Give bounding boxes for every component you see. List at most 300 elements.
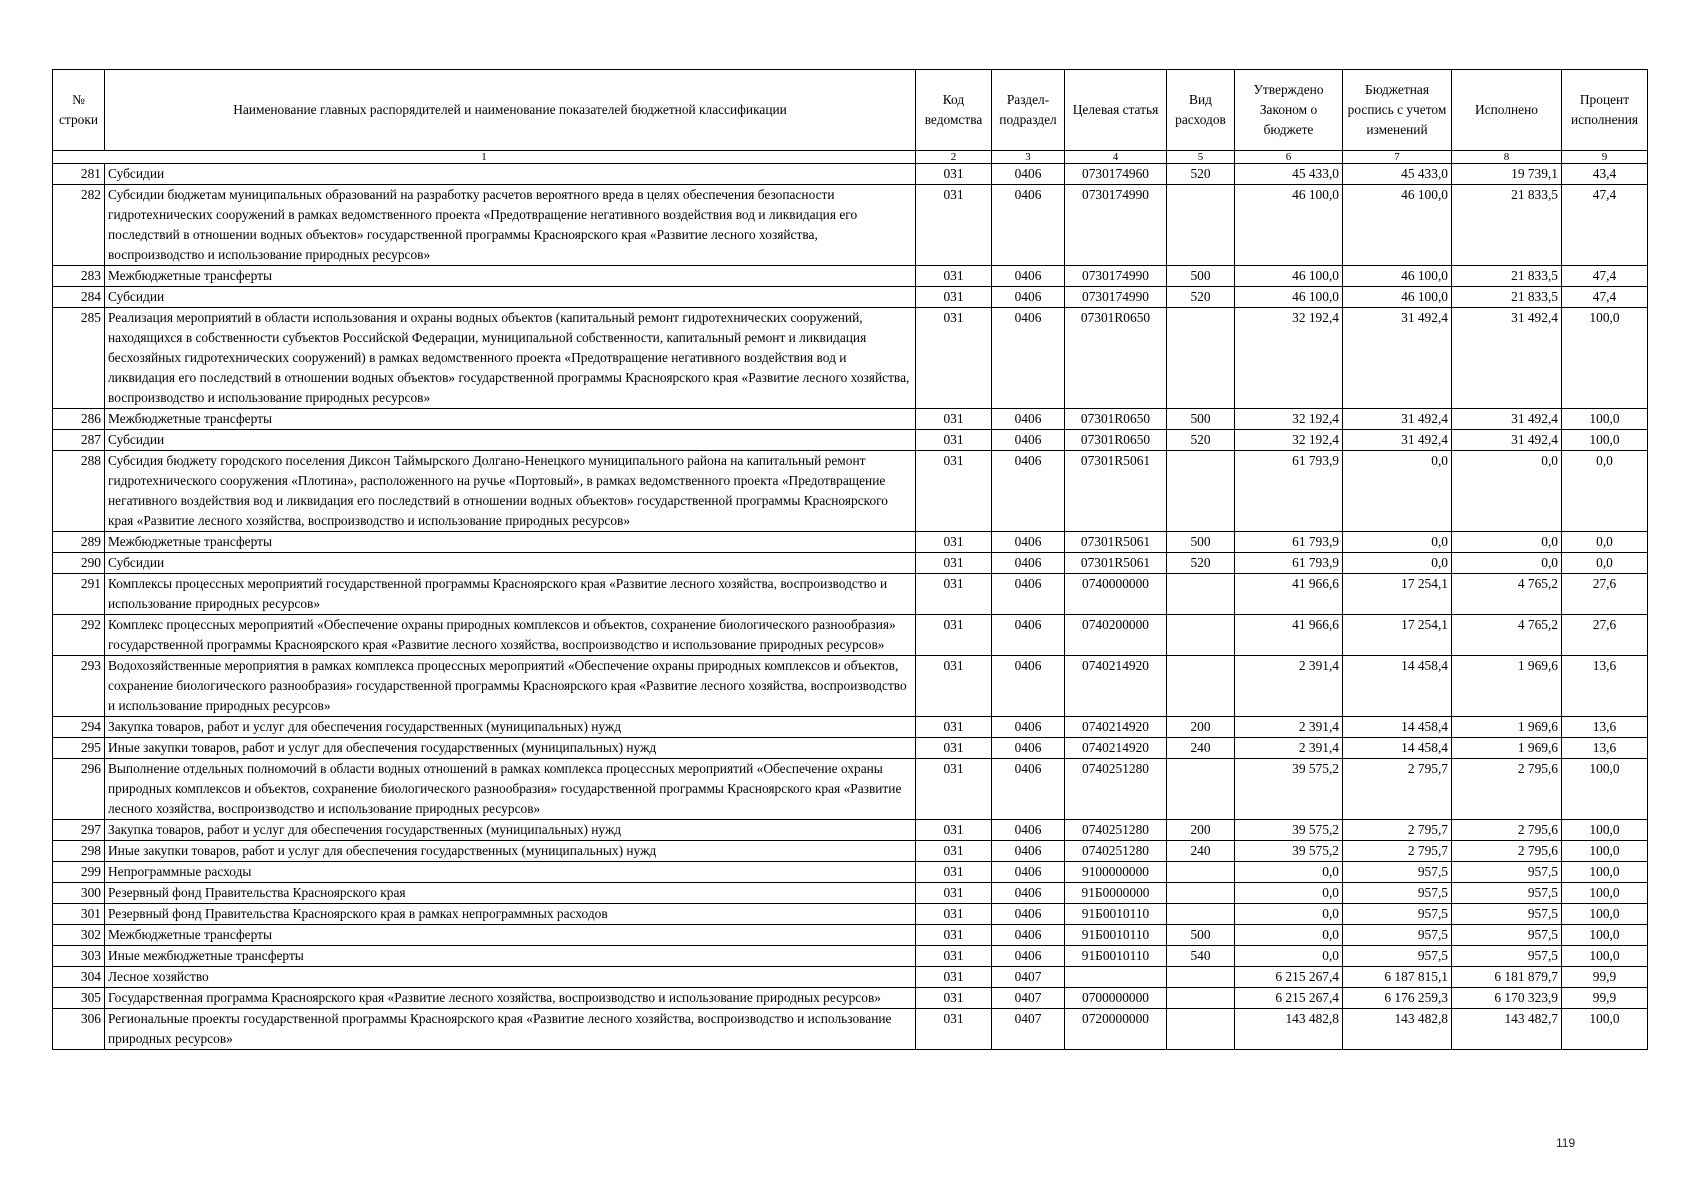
header-utverzhdeno: Утверждено Законом о бюджете (1235, 70, 1343, 151)
column-number-row (53, 151, 1648, 164)
row-vid: 540 (1167, 946, 1235, 967)
row-vid (1167, 862, 1235, 883)
row-celevaya: 9100000000 (1065, 862, 1167, 883)
column-number: 8 (1452, 151, 1562, 164)
row-name: Межбюджетные трансферты (105, 409, 916, 430)
row-kod: 031 (916, 862, 992, 883)
row-ispolneno: 4 765,2 (1452, 615, 1562, 656)
table-row (53, 759, 1648, 820)
row-razdel: 0406 (992, 759, 1065, 820)
column-number: 9 (1562, 151, 1648, 164)
row-name: Иные закупки товаров, работ и услуг для обеспечения государственных (муниципальных) нужд (105, 738, 916, 759)
row-number: 281 (53, 164, 105, 185)
row-vid (1167, 883, 1235, 904)
row-razdel: 0406 (992, 656, 1065, 717)
table-row (53, 967, 1648, 988)
row-rospis: 17 254,1 (1343, 574, 1452, 615)
header-vid: Вид расходов (1167, 70, 1235, 151)
row-ispolneno: 2 795,6 (1452, 759, 1562, 820)
row-name: Межбюджетные трансферты (105, 925, 916, 946)
column-number: 6 (1235, 151, 1343, 164)
row-ispolneno: 0,0 (1452, 451, 1562, 532)
row-number: 283 (53, 266, 105, 287)
row-celevaya: 0740214920 (1065, 738, 1167, 759)
row-kod: 031 (916, 925, 992, 946)
row-utverzhdeno: 6 215 267,4 (1235, 967, 1343, 988)
row-vid: 520 (1167, 164, 1235, 185)
row-ispolneno: 0,0 (1452, 553, 1562, 574)
row-celevaya: 0730174960 (1065, 164, 1167, 185)
table-row (53, 615, 1648, 656)
row-procent: 100,0 (1562, 904, 1648, 925)
row-ispolneno: 1 969,6 (1452, 717, 1562, 738)
row-rospis: 0,0 (1343, 553, 1452, 574)
row-procent: 100,0 (1562, 430, 1648, 451)
row-razdel: 0406 (992, 532, 1065, 553)
row-rospis: 46 100,0 (1343, 287, 1452, 308)
row-ispolneno: 957,5 (1452, 883, 1562, 904)
row-utverzhdeno: 2 391,4 (1235, 738, 1343, 759)
row-number: 300 (53, 883, 105, 904)
row-number: 292 (53, 615, 105, 656)
row-name: Непрограммные расходы (105, 862, 916, 883)
row-celevaya: 91Б0010110 (1065, 904, 1167, 925)
row-number: 293 (53, 656, 105, 717)
row-rospis: 957,5 (1343, 904, 1452, 925)
table-row (53, 862, 1648, 883)
table-row (53, 574, 1648, 615)
row-vid: 500 (1167, 925, 1235, 946)
row-rospis: 14 458,4 (1343, 738, 1452, 759)
row-procent: 27,6 (1562, 615, 1648, 656)
row-kod: 031 (916, 759, 992, 820)
row-rospis: 0,0 (1343, 532, 1452, 553)
budget-table (52, 69, 1648, 1050)
row-vid: 200 (1167, 820, 1235, 841)
row-utverzhdeno: 32 192,4 (1235, 308, 1343, 409)
row-procent: 100,0 (1562, 759, 1648, 820)
row-celevaya: 0730174990 (1065, 266, 1167, 287)
row-procent: 100,0 (1562, 946, 1648, 967)
row-utverzhdeno: 0,0 (1235, 883, 1343, 904)
row-number: 282 (53, 185, 105, 266)
row-ispolneno: 31 492,4 (1452, 409, 1562, 430)
row-kod: 031 (916, 988, 992, 1009)
row-number: 304 (53, 967, 105, 988)
row-name: Субсидии (105, 287, 916, 308)
column-number: 4 (1065, 151, 1167, 164)
row-kod: 031 (916, 717, 992, 738)
row-razdel: 0406 (992, 164, 1065, 185)
table-row (53, 946, 1648, 967)
row-rospis: 957,5 (1343, 925, 1452, 946)
row-number: 291 (53, 574, 105, 615)
row-utverzhdeno: 32 192,4 (1235, 430, 1343, 451)
table-row (53, 738, 1648, 759)
header-name: Наименование главных распорядителей и наименование показателей бюджетной классификации (105, 70, 916, 151)
row-vid: 240 (1167, 841, 1235, 862)
row-name: Лесное хозяйство (105, 967, 916, 988)
row-number: 284 (53, 287, 105, 308)
row-number: 297 (53, 820, 105, 841)
row-procent: 13,6 (1562, 656, 1648, 717)
row-razdel: 0406 (992, 841, 1065, 862)
row-ispolneno: 957,5 (1452, 946, 1562, 967)
row-rospis: 957,5 (1343, 946, 1452, 967)
row-razdel: 0406 (992, 904, 1065, 925)
row-ispolneno: 0,0 (1452, 532, 1562, 553)
table-row (53, 532, 1648, 553)
row-vid (1167, 988, 1235, 1009)
row-rospis: 46 100,0 (1343, 185, 1452, 266)
row-razdel: 0406 (992, 266, 1065, 287)
row-name: Выполнение отдельных полномочий в области водных отношений в рамках комплекса процессных мероприятий «Обеспечение охраны природных комплексов и объектов, сохранение биологического разнообразия» государственной программы Красноярского края «Развитие лесного хозяйства, воспроизводство и использование природных ресурсов» (105, 759, 916, 820)
column-number: 2 (916, 151, 992, 164)
row-rospis: 17 254,1 (1343, 615, 1452, 656)
row-razdel: 0406 (992, 820, 1065, 841)
row-ispolneno: 6 181 879,7 (1452, 967, 1562, 988)
row-celevaya: 07301R0650 (1065, 409, 1167, 430)
row-kod: 031 (916, 738, 992, 759)
header-razdel: Раздел-подраздел (992, 70, 1065, 151)
row-rospis: 14 458,4 (1343, 656, 1452, 717)
table-row (53, 656, 1648, 717)
row-rospis: 2 795,7 (1343, 759, 1452, 820)
row-razdel: 0407 (992, 967, 1065, 988)
row-rospis: 31 492,4 (1343, 430, 1452, 451)
row-ispolneno: 2 795,6 (1452, 841, 1562, 862)
row-name: Субсидии (105, 553, 916, 574)
row-name: Комплексы процессных мероприятий государственной программы Красноярского края «Развитие лесного хозяйства, воспроизводство и использование природных ресурсов» (105, 574, 916, 615)
row-razdel: 0406 (992, 553, 1065, 574)
row-celevaya: 0730174990 (1065, 185, 1167, 266)
row-celevaya: 0740000000 (1065, 574, 1167, 615)
table-row (53, 820, 1648, 841)
row-name: Межбюджетные трансферты (105, 532, 916, 553)
row-rospis: 6 187 815,1 (1343, 967, 1452, 988)
row-ispolneno: 1 969,6 (1452, 738, 1562, 759)
row-celevaya: 0740214920 (1065, 656, 1167, 717)
row-utverzhdeno: 143 482,8 (1235, 1009, 1343, 1050)
row-procent: 0,0 (1562, 553, 1648, 574)
row-number: 289 (53, 532, 105, 553)
row-procent: 0,0 (1562, 532, 1648, 553)
row-vid (1167, 574, 1235, 615)
row-celevaya: 07301R5061 (1065, 451, 1167, 532)
row-number: 306 (53, 1009, 105, 1050)
row-vid (1167, 1009, 1235, 1050)
row-name: Государственная программа Красноярского края «Развитие лесного хозяйства, воспроизводство и использование природных ресурсов» (105, 988, 916, 1009)
table-row (53, 266, 1648, 287)
row-razdel: 0406 (992, 185, 1065, 266)
row-razdel: 0407 (992, 988, 1065, 1009)
row-number: 294 (53, 717, 105, 738)
row-rospis: 2 795,7 (1343, 841, 1452, 862)
page-number: 119 (1556, 1136, 1576, 1150)
row-name: Резервный фонд Правительства Красноярского края в рамках непрограммных расходов (105, 904, 916, 925)
row-celevaya: 91Б0000000 (1065, 883, 1167, 904)
row-number: 303 (53, 946, 105, 967)
row-kod: 031 (916, 841, 992, 862)
row-ispolneno: 31 492,4 (1452, 308, 1562, 409)
row-number: 298 (53, 841, 105, 862)
row-number: 305 (53, 988, 105, 1009)
row-ispolneno: 143 482,7 (1452, 1009, 1562, 1050)
row-utverzhdeno: 39 575,2 (1235, 820, 1343, 841)
header-ispolneno: Исполнено (1452, 70, 1562, 151)
row-kod: 031 (916, 820, 992, 841)
row-utverzhdeno: 2 391,4 (1235, 717, 1343, 738)
table-row (53, 841, 1648, 862)
row-kod: 031 (916, 574, 992, 615)
row-utverzhdeno: 46 100,0 (1235, 287, 1343, 308)
row-kod: 031 (916, 266, 992, 287)
row-ispolneno: 957,5 (1452, 925, 1562, 946)
row-celevaya: 91Б0010110 (1065, 946, 1167, 967)
row-procent: 13,6 (1562, 738, 1648, 759)
row-kod: 031 (916, 946, 992, 967)
row-procent: 47,4 (1562, 287, 1648, 308)
table-row (53, 409, 1648, 430)
row-rospis: 2 795,7 (1343, 820, 1452, 841)
row-razdel: 0406 (992, 451, 1065, 532)
row-name: Водохозяйственные мероприятия в рамках комплекса процессных мероприятий «Обеспечение охраны природных комплексов и объектов, сохранение биологического разнообразия» государственной программы Красноярского края «Развитие лесного хозяйства, воспроизводство и использование природных ресурсов» (105, 656, 916, 717)
row-utverzhdeno: 45 433,0 (1235, 164, 1343, 185)
row-vid: 500 (1167, 409, 1235, 430)
table-row (53, 904, 1648, 925)
table-row (53, 185, 1648, 266)
column-number: 7 (1343, 151, 1452, 164)
row-kod: 031 (916, 656, 992, 717)
row-kod: 031 (916, 532, 992, 553)
row-utverzhdeno: 0,0 (1235, 946, 1343, 967)
row-procent: 100,0 (1562, 409, 1648, 430)
row-vid (1167, 904, 1235, 925)
row-ispolneno: 21 833,5 (1452, 287, 1562, 308)
row-kod: 031 (916, 615, 992, 656)
row-procent: 99,9 (1562, 967, 1648, 988)
row-vid (1167, 759, 1235, 820)
row-utverzhdeno: 0,0 (1235, 904, 1343, 925)
row-utverzhdeno: 41 966,6 (1235, 574, 1343, 615)
row-razdel: 0406 (992, 717, 1065, 738)
row-utverzhdeno: 6 215 267,4 (1235, 988, 1343, 1009)
table-row (53, 430, 1648, 451)
column-number: 1 (53, 151, 916, 164)
row-procent: 100,0 (1562, 925, 1648, 946)
row-utverzhdeno: 39 575,2 (1235, 759, 1343, 820)
row-kod: 031 (916, 409, 992, 430)
row-name: Иные межбюджетные трансферты (105, 946, 916, 967)
row-rospis: 143 482,8 (1343, 1009, 1452, 1050)
row-procent: 100,0 (1562, 841, 1648, 862)
row-procent: 47,4 (1562, 266, 1648, 287)
row-rospis: 957,5 (1343, 883, 1452, 904)
row-celevaya: 0730174990 (1065, 287, 1167, 308)
row-name: Реализация мероприятий в области использования и охраны водных объектов (капитальный ремонт гидротехнических сооружений, находящихся в собственности субъектов Российской Федерации, муниципальной собственности, капитальный ремонт и ликвидация бесхозяйных гидротехнических сооружений) в рамках ведомственного проекта «Предотвращение негативного воздействия вод и ликвидация его последствий в отношении водных объектов» государственной программы Красноярского края «Развитие лесного хозяйства, воспроизводство и использование природных ресурсов» (105, 308, 916, 409)
row-vid (1167, 185, 1235, 266)
row-celevaya: 91Б0010110 (1065, 925, 1167, 946)
row-utverzhdeno: 0,0 (1235, 925, 1343, 946)
row-vid: 520 (1167, 430, 1235, 451)
header-rospis: Бюджетная роспись с учетом изменений (1343, 70, 1452, 151)
row-utverzhdeno: 41 966,6 (1235, 615, 1343, 656)
table-row (53, 553, 1648, 574)
table-row (53, 988, 1648, 1009)
row-celevaya: 07301R5061 (1065, 553, 1167, 574)
row-name: Субсидии (105, 430, 916, 451)
row-procent: 0,0 (1562, 451, 1648, 532)
row-name: Региональные проекты государственной программы Красноярского края «Развитие лесного хозяйства, воспроизводство и использование природных ресурсов» (105, 1009, 916, 1050)
table-row (53, 451, 1648, 532)
row-razdel: 0406 (992, 925, 1065, 946)
row-celevaya: 0700000000 (1065, 988, 1167, 1009)
row-vid (1167, 656, 1235, 717)
row-vid: 200 (1167, 717, 1235, 738)
row-name: Межбюджетные трансферты (105, 266, 916, 287)
row-procent: 100,0 (1562, 308, 1648, 409)
row-procent: 100,0 (1562, 883, 1648, 904)
row-procent: 13,6 (1562, 717, 1648, 738)
row-ispolneno: 957,5 (1452, 862, 1562, 883)
row-procent: 99,9 (1562, 988, 1648, 1009)
row-ispolneno: 4 765,2 (1452, 574, 1562, 615)
row-kod: 031 (916, 553, 992, 574)
row-utverzhdeno: 39 575,2 (1235, 841, 1343, 862)
row-razdel: 0406 (992, 409, 1065, 430)
row-razdel: 0406 (992, 615, 1065, 656)
row-razdel: 0406 (992, 862, 1065, 883)
row-vid (1167, 308, 1235, 409)
row-vid: 520 (1167, 553, 1235, 574)
row-celevaya (1065, 967, 1167, 988)
row-vid: 240 (1167, 738, 1235, 759)
row-procent: 100,0 (1562, 862, 1648, 883)
header-celevaya: Целевая статья (1065, 70, 1167, 151)
row-rospis: 31 492,4 (1343, 308, 1452, 409)
row-vid (1167, 451, 1235, 532)
row-procent: 43,4 (1562, 164, 1648, 185)
row-rospis: 14 458,4 (1343, 717, 1452, 738)
row-name: Субсидии бюджетам муниципальных образований на разработку расчетов вероятного вреда в целях обеспечения безопасности гидротехнических сооружений в рамках ведомственного проекта «Предотвращение негативного воздействия вод и ликвидация его последствий в отношении водных объектов» государственной программы Красноярского края «Развитие лесного хозяйства, воспроизводство и использование природных ресурсов» (105, 185, 916, 266)
table-body (53, 164, 1648, 1050)
row-celevaya: 0740251280 (1065, 759, 1167, 820)
row-utverzhdeno: 46 100,0 (1235, 266, 1343, 287)
row-rospis: 6 176 259,3 (1343, 988, 1452, 1009)
row-number: 290 (53, 553, 105, 574)
header-row (53, 70, 1648, 151)
row-ispolneno: 6 170 323,9 (1452, 988, 1562, 1009)
row-kod: 031 (916, 164, 992, 185)
table-row (53, 1009, 1648, 1050)
row-rospis: 0,0 (1343, 451, 1452, 532)
row-celevaya: 0740214920 (1065, 717, 1167, 738)
row-number: 286 (53, 409, 105, 430)
row-procent: 47,4 (1562, 185, 1648, 266)
row-kod: 031 (916, 904, 992, 925)
row-razdel: 0406 (992, 738, 1065, 759)
row-kod: 031 (916, 1009, 992, 1050)
row-number: 296 (53, 759, 105, 820)
header-kod: Код ведомства (916, 70, 992, 151)
row-razdel: 0406 (992, 574, 1065, 615)
row-celevaya: 0740251280 (1065, 820, 1167, 841)
row-number: 287 (53, 430, 105, 451)
row-rospis: 46 100,0 (1343, 266, 1452, 287)
row-ispolneno: 957,5 (1452, 904, 1562, 925)
row-procent: 100,0 (1562, 820, 1648, 841)
row-ispolneno: 31 492,4 (1452, 430, 1562, 451)
row-ispolneno: 19 739,1 (1452, 164, 1562, 185)
row-utverzhdeno: 61 793,9 (1235, 532, 1343, 553)
row-kod: 031 (916, 185, 992, 266)
row-vid: 500 (1167, 532, 1235, 553)
row-celevaya: 07301R0650 (1065, 430, 1167, 451)
table-row (53, 883, 1648, 904)
row-rospis: 957,5 (1343, 862, 1452, 883)
table-row (53, 164, 1648, 185)
row-kod: 031 (916, 883, 992, 904)
row-kod: 031 (916, 287, 992, 308)
row-name: Закупка товаров, работ и услуг для обеспечения государственных (муниципальных) нужд (105, 717, 916, 738)
row-kod: 031 (916, 308, 992, 409)
row-celevaya: 07301R5061 (1065, 532, 1167, 553)
row-utverzhdeno: 0,0 (1235, 862, 1343, 883)
row-procent: 100,0 (1562, 1009, 1648, 1050)
row-celevaya: 0740251280 (1065, 841, 1167, 862)
row-ispolneno: 21 833,5 (1452, 185, 1562, 266)
row-rospis: 45 433,0 (1343, 164, 1452, 185)
table-row (53, 287, 1648, 308)
row-celevaya: 0740200000 (1065, 615, 1167, 656)
row-name: Комплекс процессных мероприятий «Обеспечение охраны природных комплексов и объектов, сохранение биологического разнообразия» государственной программы Красноярского края «Развитие лесного хозяйства, воспроизводство и использование природных ресурсов» (105, 615, 916, 656)
row-razdel: 0406 (992, 287, 1065, 308)
row-number: 302 (53, 925, 105, 946)
row-kod: 031 (916, 967, 992, 988)
row-name: Иные закупки товаров, работ и услуг для обеспечения государственных (муниципальных) нужд (105, 841, 916, 862)
row-vid (1167, 615, 1235, 656)
row-utverzhdeno: 61 793,9 (1235, 451, 1343, 532)
header-num: № строки (53, 70, 105, 151)
row-celevaya: 0720000000 (1065, 1009, 1167, 1050)
row-ispolneno: 21 833,5 (1452, 266, 1562, 287)
row-number: 299 (53, 862, 105, 883)
row-razdel: 0406 (992, 883, 1065, 904)
row-name: Субсидии (105, 164, 916, 185)
row-vid (1167, 967, 1235, 988)
row-vid: 520 (1167, 287, 1235, 308)
row-kod: 031 (916, 430, 992, 451)
row-number: 285 (53, 308, 105, 409)
row-procent: 27,6 (1562, 574, 1648, 615)
row-utverzhdeno: 2 391,4 (1235, 656, 1343, 717)
row-ispolneno: 2 795,6 (1452, 820, 1562, 841)
row-ispolneno: 1 969,6 (1452, 656, 1562, 717)
table-row (53, 308, 1648, 409)
row-kod: 031 (916, 451, 992, 532)
row-razdel: 0406 (992, 308, 1065, 409)
table-row (53, 925, 1648, 946)
row-utverzhdeno: 32 192,4 (1235, 409, 1343, 430)
row-rospis: 31 492,4 (1343, 409, 1452, 430)
row-celevaya: 07301R0650 (1065, 308, 1167, 409)
row-razdel: 0406 (992, 946, 1065, 967)
row-number: 288 (53, 451, 105, 532)
column-number: 3 (992, 151, 1065, 164)
row-vid: 500 (1167, 266, 1235, 287)
row-name: Закупка товаров, работ и услуг для обеспечения государственных (муниципальных) нужд (105, 820, 916, 841)
row-utverzhdeno: 61 793,9 (1235, 553, 1343, 574)
